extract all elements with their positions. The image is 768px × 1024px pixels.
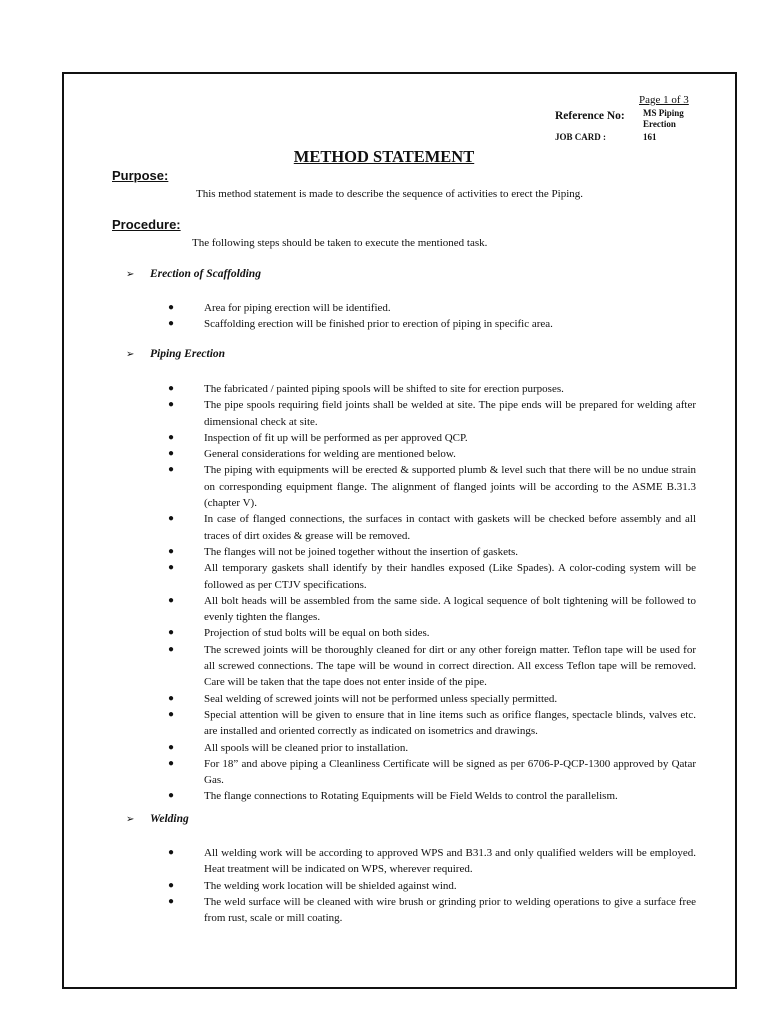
piping-erection-list — [168, 381, 696, 805]
list-item-text: The fabricated / painted piping spools will be shifted to site for erection purposes. — [204, 383, 564, 395]
section-title-scaffolding — [126, 268, 261, 280]
list-item-text: Scaffolding erection will be finished prior to erection of piping in specific area. — [204, 318, 553, 331]
list-item-text: All temporary gaskets shall identify by their handles exposed (Like Spades). A color-coding system will be followed as per CTJV specifications. — [204, 562, 696, 591]
list-item — [168, 544, 696, 560]
section-title-text: Erection of Scaffolding — [150, 268, 261, 280]
job-card-label: JOB CARD : — [555, 132, 606, 142]
bullet-icon: ● — [168, 302, 175, 313]
list-item — [168, 878, 696, 894]
list-item-text: The screwed joints will be thoroughly cleaned for dirt or any other foreign matter. Teflon tape will be used for all screwed connections. The tape will be wound in correct direction. All excess Teflon tape will be removed. Care will be taken that the tape does not enter inside of the pipe. — [204, 643, 696, 689]
list-item — [168, 560, 696, 593]
list-item-text: The welding work location will be shielded against wind. — [204, 879, 457, 892]
list-item — [168, 642, 696, 691]
bullet-icon: ● — [168, 757, 175, 769]
list-item — [168, 894, 696, 927]
bullet-icon: ● — [168, 692, 175, 704]
list-item-text: Seal welding of screwed joints will not be performed unless specially permitted. — [204, 692, 558, 705]
document-title — [0, 147, 768, 167]
list-item — [168, 756, 696, 789]
list-item-text: All bolt heads will be assembled from the same side. A logical sequence of bolt tightening will be followed to evenly tighten the flanges. — [204, 594, 696, 624]
bullet-icon: ● — [168, 399, 175, 411]
list-item — [168, 593, 696, 626]
list-item — [168, 316, 696, 332]
list-item-text: Projection of stud bolts will be equal on both sides. — [204, 627, 430, 640]
list-item — [168, 462, 696, 511]
purpose-heading: Purpose: — [112, 168, 169, 183]
section-title-text: Welding — [150, 813, 189, 825]
list-item-text: General considerations for welding are mentioned below. — [204, 448, 456, 461]
list-item-text: Inspection of fit up will be performed as per approved QCP. — [204, 431, 468, 444]
bullet-icon: ● — [168, 545, 175, 557]
list-item — [168, 381, 696, 397]
bullet-icon: ● — [168, 448, 175, 460]
list-item — [168, 397, 696, 430]
bullet-icon: ● — [168, 643, 175, 655]
list-item-text: Area for piping erection will be identified. — [204, 302, 391, 314]
bullet-icon: ● — [168, 879, 175, 891]
arrowhead-icon: ➢ — [126, 814, 135, 825]
bullet-icon: ● — [168, 464, 175, 476]
list-item — [168, 446, 696, 462]
list-item-text: The pipe spools requiring field joints shall be welded at site. The pipe ends will be prepared for welding after dimensional check at site. — [204, 399, 696, 428]
list-item-text: The weld surface will be cleaned with wire brush or grinding prior to welding operations to give a surface free from rust, scale or mill coating. — [204, 895, 696, 925]
page-number: Page 1 of 3 — [639, 94, 689, 106]
list-item — [168, 845, 696, 878]
list-item — [168, 707, 696, 740]
arrowhead-icon: ➢ — [126, 269, 135, 280]
procedure-text: The following steps should be taken to execute the mentioned task. — [192, 237, 488, 249]
procedure-heading: Procedure: — [112, 217, 181, 232]
reference-value: MS Piping Erection — [643, 108, 684, 129]
bullet-icon: ● — [168, 383, 175, 394]
list-item — [168, 300, 696, 316]
bullet-icon: ● — [168, 790, 175, 802]
list-item — [168, 511, 696, 544]
list-item-text: All spools will be cleaned prior to installation. — [204, 741, 409, 754]
bullet-icon: ● — [168, 562, 175, 574]
list-item — [168, 430, 696, 446]
bullet-icon: ● — [168, 513, 175, 525]
list-item-text: All welding work will be according to approved WPS and B31.3 and only qualified welders will be employed. Heat treatment will be indicated on WPS, wherever required. — [204, 847, 696, 876]
bullet-icon: ● — [168, 431, 175, 443]
list-item-text: For 18” and above piping a Cleanliness Certificate will be signed as per 6706-P-QCP-1300 approved by Qatar Gas. — [204, 757, 696, 787]
welding-list — [168, 845, 696, 926]
bullet-icon: ● — [168, 847, 175, 858]
bullet-icon: ● — [168, 741, 175, 753]
bullet-icon: ● — [168, 627, 175, 639]
bullet-icon: ● — [168, 708, 175, 720]
section-title-text: Piping Erection — [150, 348, 226, 360]
list-item-text: The piping with equipments will be erected & supported plumb & level such that there will be no undue strain on corresponding equipment flange. The alignment of flanged joints will be according to the ASME B.31.3 (chapter V). — [204, 464, 696, 510]
bullet-icon: ● — [168, 895, 175, 907]
purpose-text: This method statement is made to describe the sequence of activities to erect the Piping. — [196, 188, 584, 200]
list-item-text: The flange connections to Rotating Equipments will be Field Welds to control the parallelism. — [204, 790, 618, 803]
reference-label: Reference No: — [555, 110, 625, 122]
document-title-text: METHOD STATEMENT — [293, 147, 475, 166]
list-item — [168, 740, 696, 756]
bullet-icon: ● — [168, 318, 175, 330]
job-card-value: 161 — [643, 132, 657, 142]
list-item — [168, 788, 696, 804]
section-title-welding — [126, 813, 189, 825]
arrowhead-icon: ➢ — [126, 349, 135, 360]
list-item — [168, 691, 696, 707]
list-item — [168, 625, 696, 641]
bullet-icon: ● — [168, 594, 175, 606]
section-title-piping-erection — [126, 348, 225, 360]
list-item-text: Special attention will be given to ensure that in line items such as orifice flanges, spectacle blinds, valves etc. are installed and oriented correctly as indicated on isometrics and drawings. — [204, 708, 696, 738]
list-item-text: The flanges will not be joined together without the insertion of gaskets. — [204, 545, 519, 558]
scaffolding-list — [168, 300, 696, 333]
list-item-text: In case of flanged connections, the surfaces in contact with gaskets will be checked before assembly and all traces of dirt oxides & grease will be removed. — [204, 513, 696, 542]
